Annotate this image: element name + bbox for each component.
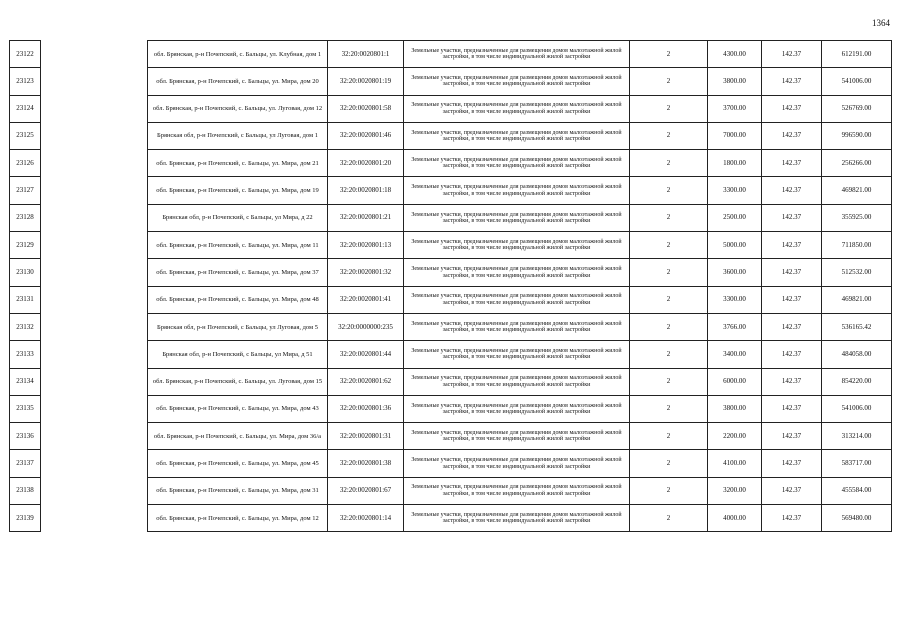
land-use-cell: Земельные участки, предназначенные для размещения домов малоэтажной жилой застройки, в том числе индивидуальной жилой застройки [404, 477, 630, 504]
category-cell: 2 [630, 313, 708, 340]
address-cell: обл. Брянская, р-н Почепский, с. Бальцы, ул. Мира, дом 45 [148, 450, 328, 477]
area-cell: 4300.00 [708, 41, 762, 68]
area-cell: 3200.00 [708, 477, 762, 504]
table-row [10, 122, 892, 149]
rate-cell: 142.37 [762, 286, 822, 313]
table-row [10, 95, 892, 122]
cadastral-value-cell: 711850.00 [822, 232, 892, 259]
cadastral-value-cell: 536165.42 [822, 313, 892, 340]
area-cell: 3766.00 [708, 313, 762, 340]
spacer-cell [41, 95, 148, 122]
category-cell: 2 [630, 41, 708, 68]
cadastral-value-cell: 455584.00 [822, 477, 892, 504]
spacer-cell [41, 505, 148, 532]
rate-cell: 142.37 [762, 41, 822, 68]
cadastral-value-cell: 469821.00 [822, 177, 892, 204]
row-number-cell: 23130 [10, 259, 41, 286]
area-cell: 5000.00 [708, 232, 762, 259]
land-use-cell: Земельные участки, предназначенные для размещения домов малоэтажной жилой застройки, в том числе индивидуальной жилой застройки [404, 68, 630, 95]
category-cell: 2 [630, 450, 708, 477]
address-cell: обл. Брянская, р-н Почепский, с. Бальцы, ул. Мира, дом 37 [148, 259, 328, 286]
land-use-cell: Земельные участки, предназначенные для размещения домов малоэтажной жилой застройки, в том числе индивидуальной жилой застройки [404, 122, 630, 149]
area-cell: 3700.00 [708, 95, 762, 122]
land-use-cell: Земельные участки, предназначенные для размещения домов малоэтажной жилой застройки, в том числе индивидуальной жилой застройки [404, 232, 630, 259]
category-cell: 2 [630, 286, 708, 313]
category-cell: 2 [630, 423, 708, 450]
area-cell: 3800.00 [708, 68, 762, 95]
address-cell: обл. Брянская, р-н Почепский, с. Бальцы, ул. Клубная, дом 1 [148, 41, 328, 68]
cadastral-value-cell: 256266.00 [822, 150, 892, 177]
cadastral-number-cell: 32:20:0020801:31 [328, 423, 404, 450]
cadastral-number-cell: 32:20:0020801:58 [328, 95, 404, 122]
area-cell: 3400.00 [708, 341, 762, 368]
cadastral-value-cell: 541006.00 [822, 68, 892, 95]
page-number: 1364 [872, 18, 890, 28]
area-cell: 4000.00 [708, 505, 762, 532]
area-cell: 1800.00 [708, 150, 762, 177]
category-cell: 2 [630, 477, 708, 504]
address-cell: обл. Брянская, р-н Почепский, с. Бальцы, ул. Мира, дом 31 [148, 477, 328, 504]
land-use-cell: Земельные участки, предназначенные для размещения домов малоэтажной жилой застройки, в том числе индивидуальной жилой застройки [404, 177, 630, 204]
land-use-cell: Земельные участки, предназначенные для размещения домов малоэтажной жилой застройки, в том числе индивидуальной жилой застройки [404, 204, 630, 231]
rate-cell: 142.37 [762, 177, 822, 204]
address-cell: Брянская обл, р-н Почепский, с Бальцы, ул Луговая, дом 1 [148, 122, 328, 149]
cadastral-number-cell: 32:20:0000000:235 [328, 313, 404, 340]
cadastral-value-cell: 583717.00 [822, 450, 892, 477]
spacer-cell [41, 286, 148, 313]
address-cell: обл. Брянская, р-н Почепский, с. Бальцы, ул. Мира, дом 48 [148, 286, 328, 313]
land-use-cell: Земельные участки, предназначенные для размещения домов малоэтажной жилой застройки, в том числе индивидуальной жилой застройки [404, 450, 630, 477]
table-row [10, 423, 892, 450]
spacer-cell [41, 68, 148, 95]
row-number-cell: 23139 [10, 505, 41, 532]
cadastral-number-cell: 32:20:0020801:19 [328, 68, 404, 95]
cadastral-value-cell: 484058.00 [822, 341, 892, 368]
category-cell: 2 [630, 122, 708, 149]
table-row [10, 395, 892, 422]
cadastral-number-cell: 32:20:0020801:36 [328, 395, 404, 422]
spacer-cell [41, 177, 148, 204]
area-cell: 7000.00 [708, 122, 762, 149]
category-cell: 2 [630, 68, 708, 95]
area-cell: 3600.00 [708, 259, 762, 286]
cadastral-value-cell: 854220.00 [822, 368, 892, 395]
land-use-cell: Земельные участки, предназначенные для размещения домов малоэтажной жилой застройки, в том числе индивидуальной жилой застройки [404, 423, 630, 450]
spacer-cell [41, 122, 148, 149]
address-cell: обл. Брянская, р-н Почепский, с. Бальцы, ул. Мира, дом 12 [148, 505, 328, 532]
spacer-cell [41, 368, 148, 395]
rate-cell: 142.37 [762, 122, 822, 149]
area-cell: 2500.00 [708, 204, 762, 231]
spacer-cell [41, 395, 148, 422]
row-number-cell: 23138 [10, 477, 41, 504]
table-row [10, 232, 892, 259]
table-row [10, 204, 892, 231]
rate-cell: 142.37 [762, 423, 822, 450]
table-row [10, 41, 892, 68]
cadastral-value-cell: 541006.00 [822, 395, 892, 422]
row-number-cell: 23133 [10, 341, 41, 368]
row-number-cell: 23128 [10, 204, 41, 231]
area-cell: 2200.00 [708, 423, 762, 450]
address-cell: обл. Брянская, р-н Почепский, с. Бальцы, ул. Мира, дом 43 [148, 395, 328, 422]
area-cell: 3300.00 [708, 286, 762, 313]
spacer-cell [41, 477, 148, 504]
rate-cell: 142.37 [762, 150, 822, 177]
category-cell: 2 [630, 341, 708, 368]
area-cell: 6000.00 [708, 368, 762, 395]
table-row [10, 68, 892, 95]
table-row [10, 341, 892, 368]
address-cell: Брянская обл, р-н Почепский, с Бальцы, ул Луговая, дом 5 [148, 313, 328, 340]
cadastral-value-cell: 996590.00 [822, 122, 892, 149]
row-number-cell: 23124 [10, 95, 41, 122]
land-use-cell: Земельные участки, предназначенные для размещения домов малоэтажной жилой застройки, в том числе индивидуальной жилой застройки [404, 313, 630, 340]
spacer-cell [41, 450, 148, 477]
row-number-cell: 23137 [10, 450, 41, 477]
cadastral-value-cell: 526769.00 [822, 95, 892, 122]
spacer-cell [41, 204, 148, 231]
row-number-cell: 23135 [10, 395, 41, 422]
category-cell: 2 [630, 204, 708, 231]
cadastral-value-cell: 355925.00 [822, 204, 892, 231]
address-cell: Брянская обл, р-н Почепский, с Бальцы, ул Мира, д 22 [148, 204, 328, 231]
cadastral-number-cell: 32:20:0020801:13 [328, 232, 404, 259]
spacer-cell [41, 150, 148, 177]
cadastral-number-cell: 32:20:0020801:46 [328, 122, 404, 149]
rate-cell: 142.37 [762, 259, 822, 286]
category-cell: 2 [630, 232, 708, 259]
cadastral-number-cell: 32:20:0020801:14 [328, 505, 404, 532]
spacer-cell [41, 232, 148, 259]
land-use-cell: Земельные участки, предназначенные для размещения домов малоэтажной жилой застройки, в том числе индивидуальной жилой застройки [404, 286, 630, 313]
area-cell: 4100.00 [708, 450, 762, 477]
cadastral-value-cell: 313214.00 [822, 423, 892, 450]
cadastral-value-cell: 612191.00 [822, 41, 892, 68]
cadastral-number-cell: 32:20:0020801:20 [328, 150, 404, 177]
category-cell: 2 [630, 177, 708, 204]
address-cell: обл. Брянская, р-н Почепский, с. Бальцы, ул. Мира, дом 11 [148, 232, 328, 259]
land-use-cell: Земельные участки, предназначенные для размещения домов малоэтажной жилой застройки, в том числе индивидуальной жилой застройки [404, 341, 630, 368]
row-number-cell: 23134 [10, 368, 41, 395]
land-use-cell: Земельные участки, предназначенные для размещения домов малоэтажной жилой застройки, в том числе индивидуальной жилой застройки [404, 150, 630, 177]
cadastral-number-cell: 32:20:0020801:38 [328, 450, 404, 477]
cadastral-number-cell: 32:20:0020801:44 [328, 341, 404, 368]
cadastral-number-cell: 32:20:0020801:67 [328, 477, 404, 504]
row-number-cell: 23129 [10, 232, 41, 259]
land-use-cell: Земельные участки, предназначенные для размещения домов малоэтажной жилой застройки, в том числе индивидуальной жилой застройки [404, 395, 630, 422]
area-cell: 3300.00 [708, 177, 762, 204]
address-cell: обл. Брянская, р-н Почепский, с. Бальцы, ул. Мира, дом 21 [148, 150, 328, 177]
spacer-cell [41, 423, 148, 450]
rate-cell: 142.37 [762, 395, 822, 422]
cadastral-number-cell: 32:20:0020801:1 [328, 41, 404, 68]
category-cell: 2 [630, 368, 708, 395]
rate-cell: 142.37 [762, 341, 822, 368]
table-row [10, 450, 892, 477]
table-row [10, 259, 892, 286]
cadastral-value-cell: 569480.00 [822, 505, 892, 532]
cadastral-value-cell: 512532.00 [822, 259, 892, 286]
address-cell: Брянская обл, р-н Почепский, с Бальцы, ул Мира, д 51 [148, 341, 328, 368]
cadastral-value-table [9, 40, 892, 532]
table-row [10, 313, 892, 340]
rate-cell: 142.37 [762, 313, 822, 340]
address-cell: обл. Брянская, р-н Почепский, с. Бальцы, ул. Мира, дом 36/а [148, 423, 328, 450]
table-body [10, 41, 892, 532]
row-number-cell: 23131 [10, 286, 41, 313]
table-row [10, 150, 892, 177]
table-row [10, 177, 892, 204]
cadastral-number-cell: 32:20:0020801:21 [328, 204, 404, 231]
row-number-cell: 23122 [10, 41, 41, 68]
rate-cell: 142.37 [762, 368, 822, 395]
category-cell: 2 [630, 259, 708, 286]
category-cell: 2 [630, 395, 708, 422]
cadastral-number-cell: 32:20:0020801:18 [328, 177, 404, 204]
spacer-cell [41, 41, 148, 68]
land-use-cell: Земельные участки, предназначенные для размещения домов малоэтажной жилой застройки, в том числе индивидуальной жилой застройки [404, 41, 630, 68]
spacer-cell [41, 313, 148, 340]
category-cell: 2 [630, 505, 708, 532]
spacer-cell [41, 259, 148, 286]
table-row [10, 368, 892, 395]
cadastral-number-cell: 32:20:0020801:41 [328, 286, 404, 313]
row-number-cell: 23125 [10, 122, 41, 149]
row-number-cell: 23127 [10, 177, 41, 204]
area-cell: 3800.00 [708, 395, 762, 422]
row-number-cell: 23136 [10, 423, 41, 450]
rate-cell: 142.37 [762, 232, 822, 259]
table-row [10, 505, 892, 532]
row-number-cell: 23123 [10, 68, 41, 95]
land-use-cell: Земельные участки, предназначенные для размещения домов малоэтажной жилой застройки, в том числе индивидуальной жилой застройки [404, 259, 630, 286]
category-cell: 2 [630, 150, 708, 177]
rate-cell: 142.37 [762, 95, 822, 122]
address-cell: обл. Брянская, р-н Почепский, с. Бальцы, ул. Мира, дом 19 [148, 177, 328, 204]
rate-cell: 142.37 [762, 204, 822, 231]
cadastral-number-cell: 32:20:0020801:62 [328, 368, 404, 395]
row-number-cell: 23132 [10, 313, 41, 340]
land-use-cell: Земельные участки, предназначенные для размещения домов малоэтажной жилой застройки, в том числе индивидуальной жилой застройки [404, 368, 630, 395]
table-row [10, 477, 892, 504]
spacer-cell [41, 341, 148, 368]
rate-cell: 142.37 [762, 68, 822, 95]
table-row [10, 286, 892, 313]
address-cell: обл. Брянская, р-н Почепский, с. Бальцы, ул. Луговая, дом 15 [148, 368, 328, 395]
land-use-cell: Земельные участки, предназначенные для размещения домов малоэтажной жилой застройки, в том числе индивидуальной жилой застройки [404, 505, 630, 532]
cadastral-value-cell: 469821.00 [822, 286, 892, 313]
address-cell: обл. Брянская, р-н Почепский, с. Бальцы, ул. Луговая, дом 12 [148, 95, 328, 122]
rate-cell: 142.37 [762, 505, 822, 532]
row-number-cell: 23126 [10, 150, 41, 177]
land-use-cell: Земельные участки, предназначенные для размещения домов малоэтажной жилой застройки, в том числе индивидуальной жилой застройки [404, 95, 630, 122]
rate-cell: 142.37 [762, 477, 822, 504]
rate-cell: 142.37 [762, 450, 822, 477]
cadastral-number-cell: 32:20:0020801:32 [328, 259, 404, 286]
address-cell: обл. Брянская, р-н Почепский, с. Бальцы, ул. Мира, дом 20 [148, 68, 328, 95]
category-cell: 2 [630, 95, 708, 122]
